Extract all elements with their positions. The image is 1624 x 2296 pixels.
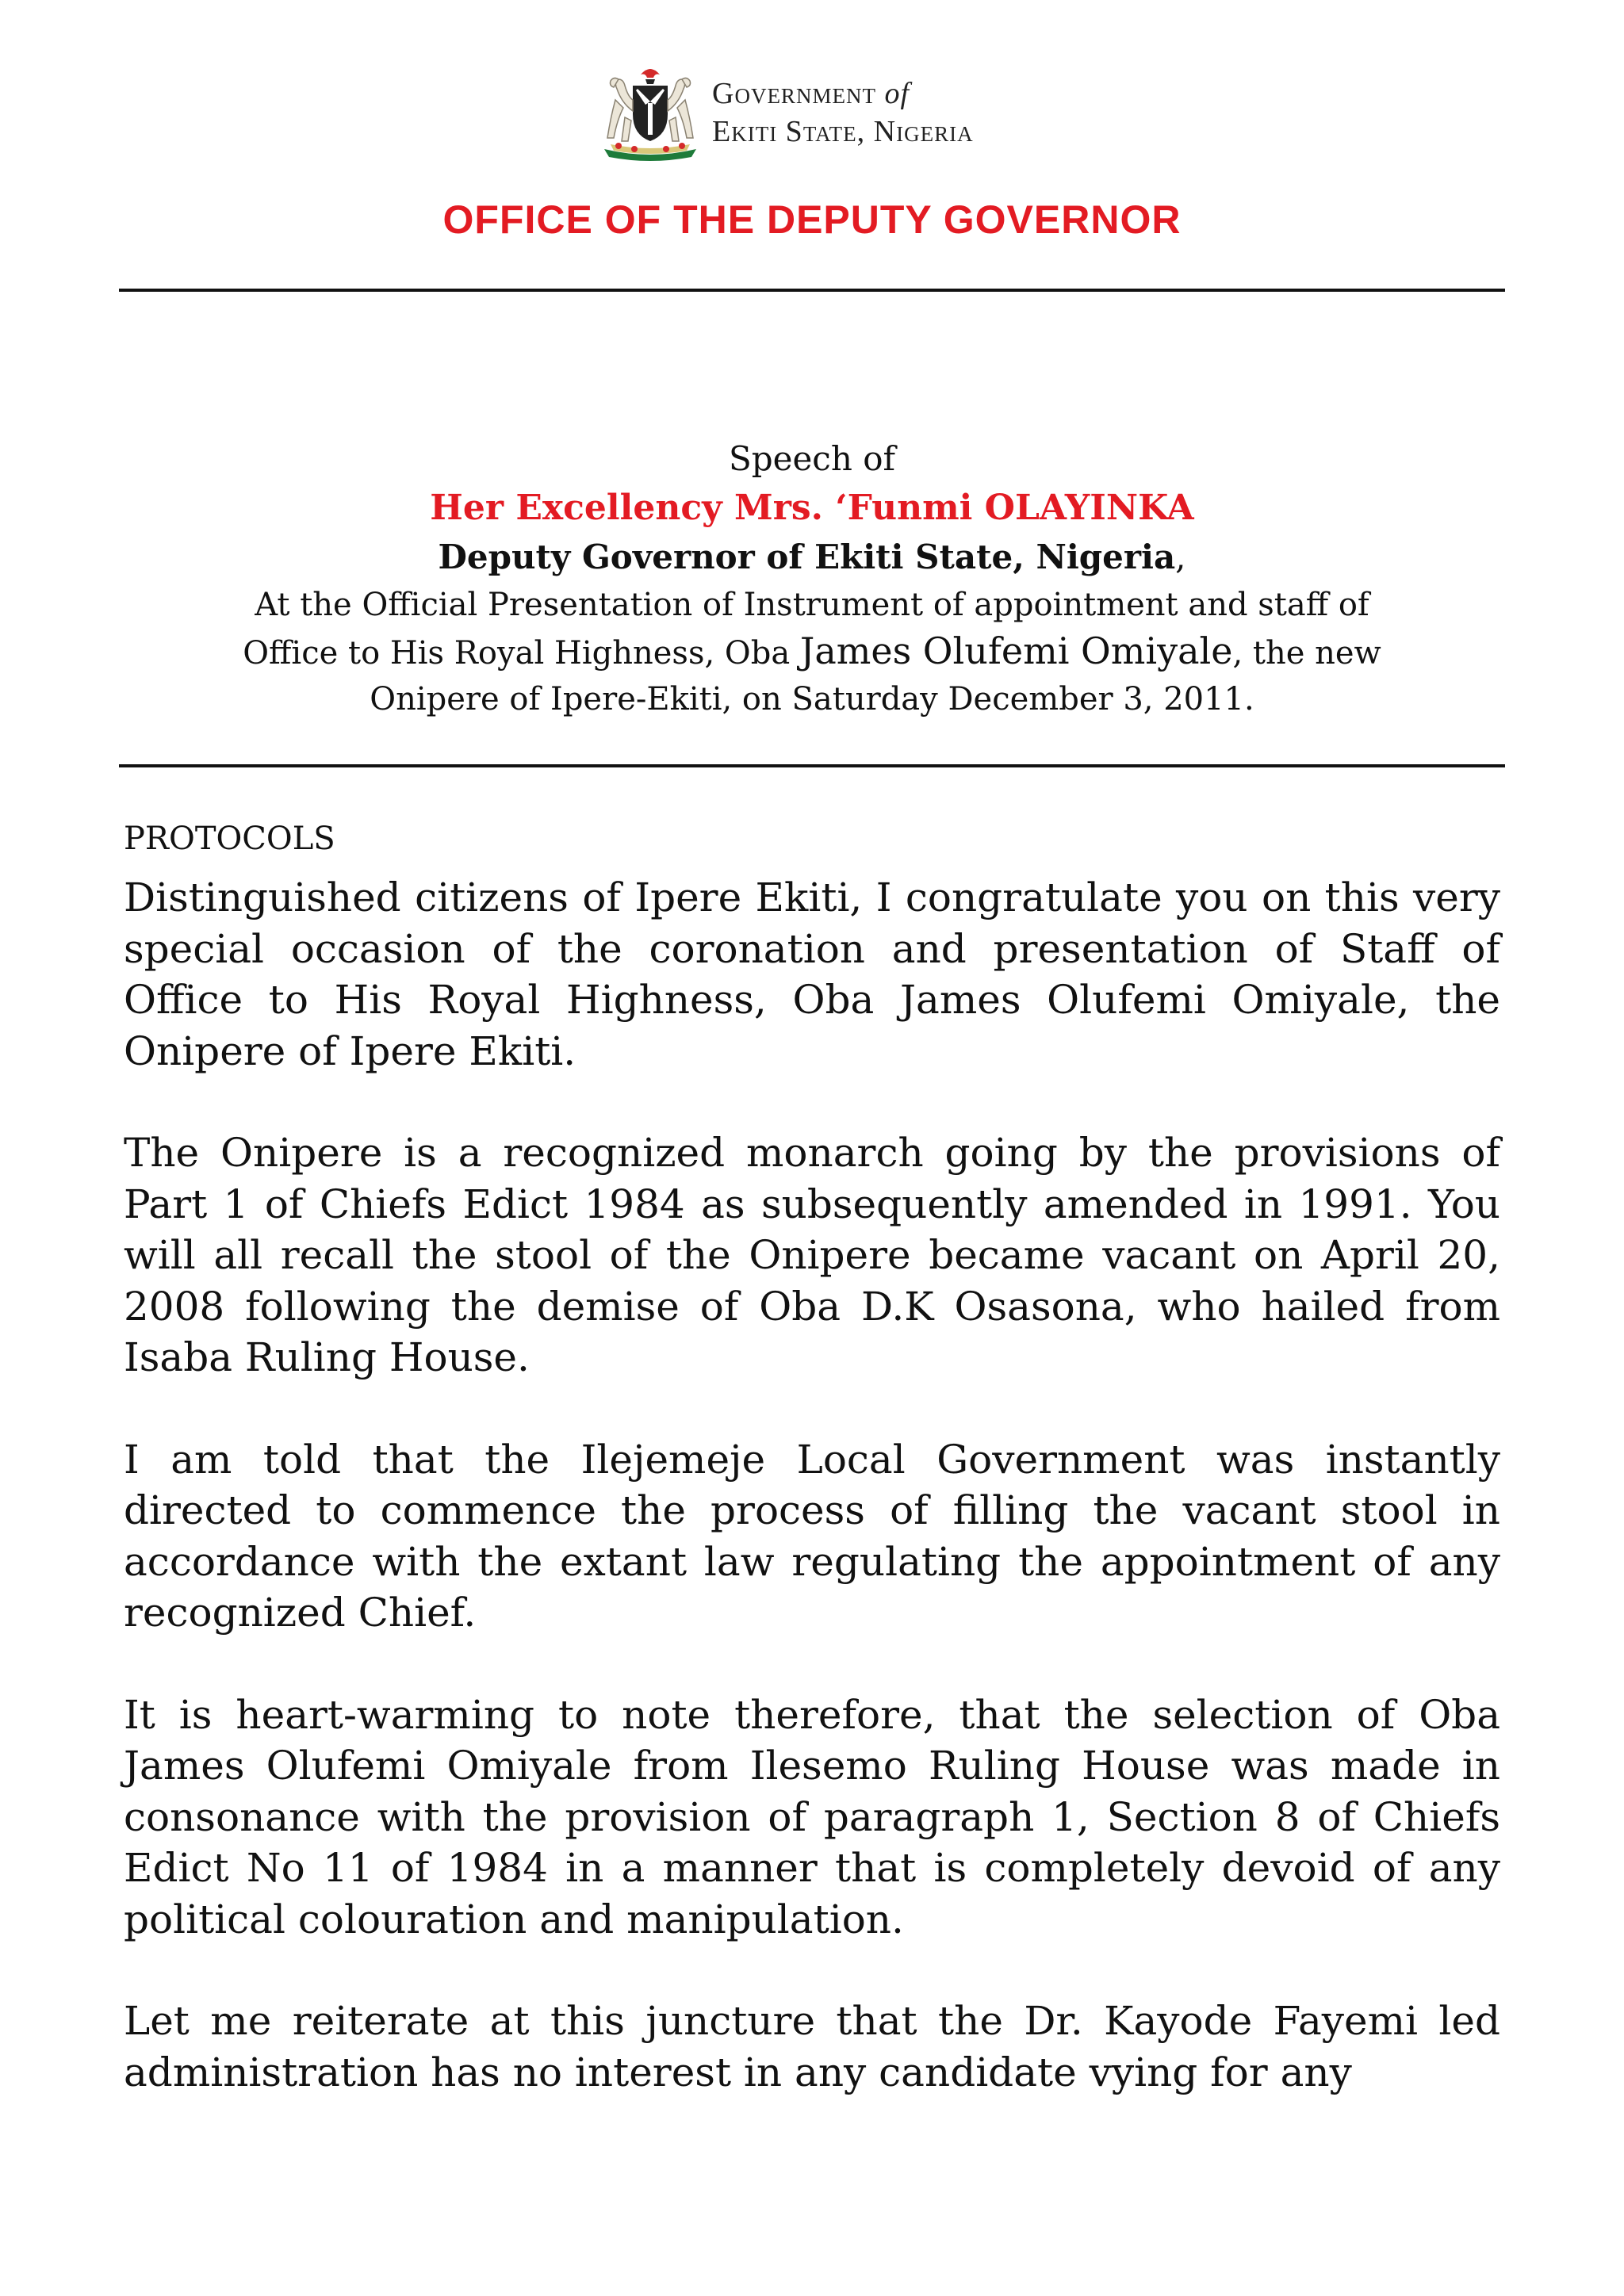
speaker-title-text: Deputy Governor of Ekiti State, Nigeria [438, 538, 1176, 576]
bottom-divider [119, 764, 1505, 767]
paragraph: Distinguished citizens of Ipere Ekiti, I congratulate you on this very special occasion of the coronation and presentation of Staff of Office to His Royal Highness, Oba James Olufemi Omiyale, the Onipere of Ipere Ekiti. [124, 874, 1500, 1074]
paragraph: The Onipere is a recognized monarch going by the provisions of Part 1 of Chiefs Edict 1984 as subsequently amended in 1991. You will all recall the stool of the Onipere became vacant on April 20, 2008 following the demise of Oba D.K Osasona, who hailed from Isaba Ruling House. [124, 1130, 1500, 1380]
protocols-heading: PROTOCOLS [124, 821, 335, 857]
of-word: of [884, 77, 910, 110]
letterhead-line-2: Ekiti State, Nigeria [712, 115, 974, 148]
paragraph: It is heart-warming to note therefore, that the selection of Oba James Olufemi Omiyale from Ilesemo Ruling House was made in consonance with the provision of paragraph 1, Section 8 of Chiefs Edict No 11 of 1984 in a manner that is completely devoid of any political colouration and manipulation. [124, 1691, 1500, 1942]
nigeria-coat-of-arms-icon [587, 62, 714, 163]
occasion-line-2-post: , the new [1232, 635, 1381, 672]
speech-body [124, 817, 1500, 2149]
occasion-line-2 [119, 628, 1505, 676]
speaker-title [119, 533, 1505, 582]
paragraph: Let me reiterate at this juncture that the Dr. Kayode Fayemi led administration has no interest in any candidate vying for any [124, 1998, 1500, 2095]
top-divider [119, 289, 1505, 292]
paragraph: I am told that the Ilejemeje Local Government was instantly directed to commence the process of filling the vacant stool in accordance with the extant law regulating the appointment of any recognized Chief. [124, 1436, 1500, 1636]
speech-header [119, 434, 1505, 722]
occasion-line-3: Onipere of Ipere-Ekiti, on Saturday December 3, 2011. [370, 681, 1254, 718]
speaker-title-suffix: , [1175, 538, 1186, 576]
occasion-line-1: At the Official Presentation of Instrument of appointment and staff of [255, 587, 1369, 623]
letterhead-line-1 [712, 75, 974, 113]
oba-name: James Olufemi Omiyale [799, 629, 1233, 672]
government-word: Government [712, 77, 876, 110]
office-title: OFFICE OF THE DEPUTY GOVERNOR [442, 197, 1182, 242]
occasion-line-2-pre: Office to His Royal Highness, Oba [243, 635, 800, 672]
letterhead [587, 62, 1078, 173]
speaker-name: Her Excellency Mrs. ‘Funmi OLAYINKA [430, 488, 1194, 528]
letterhead-text [712, 75, 974, 151]
speech-of-label: Speech of [728, 439, 896, 478]
